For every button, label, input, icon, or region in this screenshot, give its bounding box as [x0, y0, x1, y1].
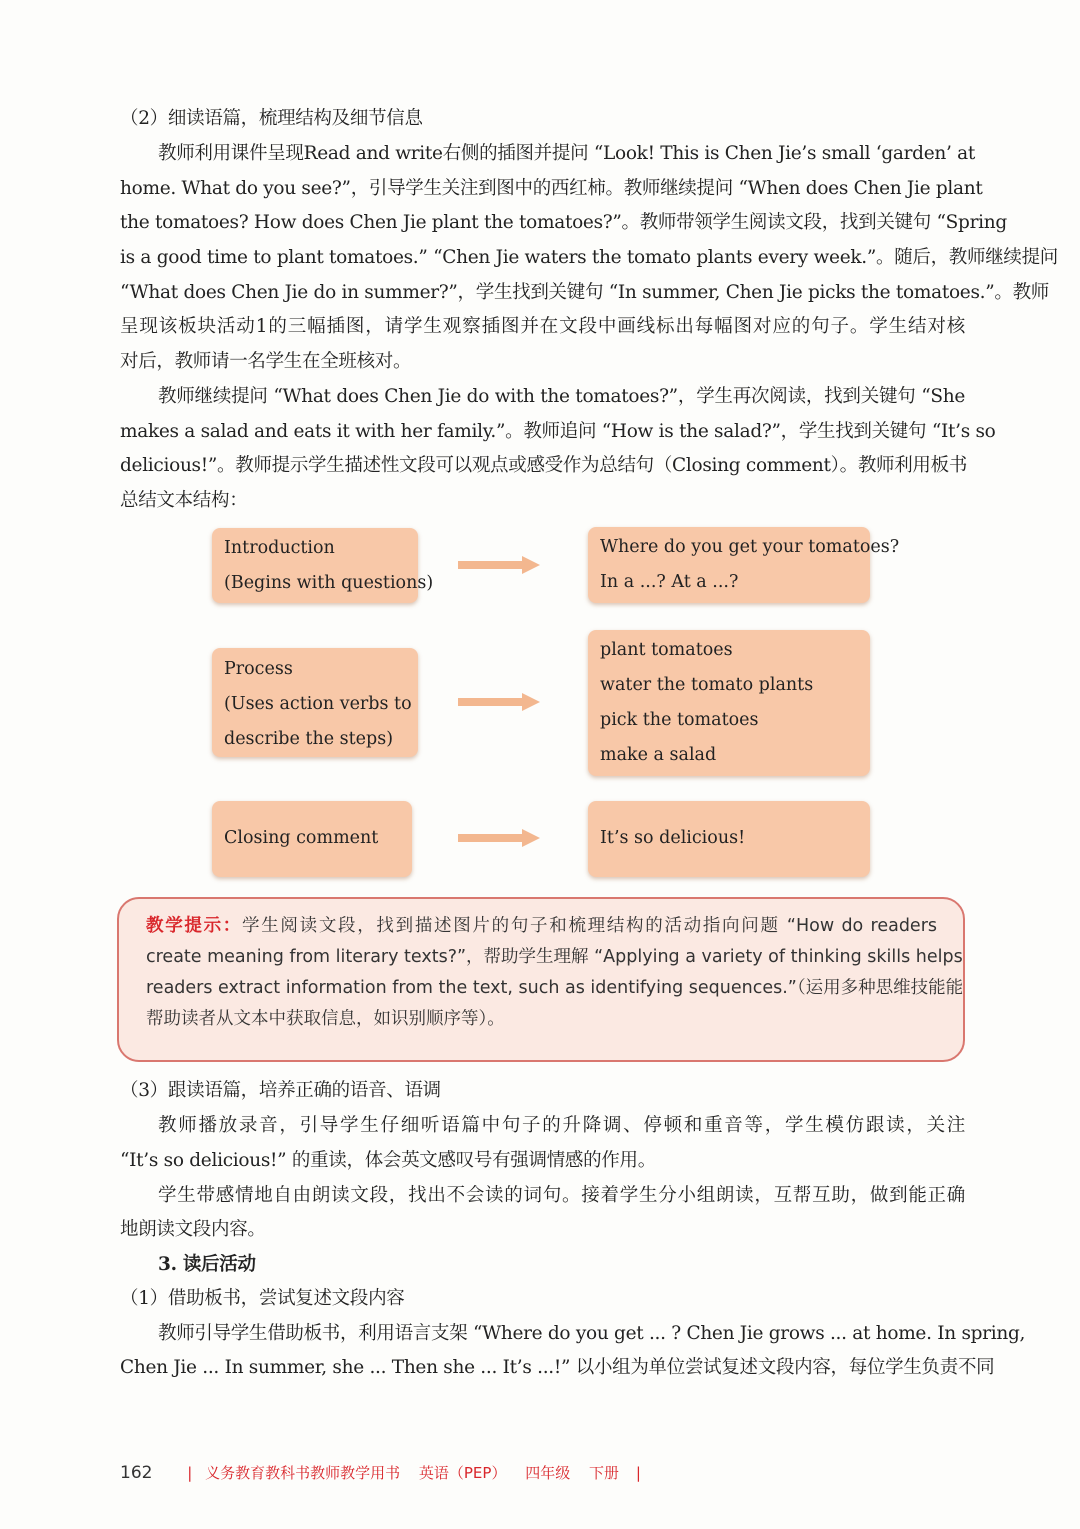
paragraph-line: 呈现该板块活动1的三幅插图，请学生观察插图并在文段中画线标出每幅图对应的句子。学生结对核: [120, 316, 965, 337]
box-text: water the tomato plants: [600, 675, 814, 695]
box-text: (Uses action verbs to: [224, 694, 412, 714]
arrow-right-icon: [458, 693, 540, 711]
teaching-tip-line: create meaning from literary texts?”，帮助学生理解 “Applying a variety of thinking skills helps: [146, 947, 963, 967]
box-text: plant tomatoes: [600, 640, 733, 660]
footer-separator: |: [187, 1464, 193, 1482]
closing-example-box: [588, 801, 870, 877]
paragraph-line: 对后，教师请一名学生在全班核对。: [120, 351, 412, 372]
paragraph-line: “It’s so delicious!” 的重读，体会英文感叹号有强调情感的作用。: [120, 1150, 656, 1171]
introduction-box: [212, 528, 434, 603]
paragraph-line: home. What do you see?”，引导学生关注到图中的西红柿。教师继续提问 “When does Chen Jie plant: [120, 178, 983, 199]
teaching-tip-line: 帮助读者从文本中获取信息，如识别顺序等）。: [146, 1009, 505, 1029]
paragraph-line: makes a salad and eats it with her family.”。教师追问 “How is the salad?”，学生找到关键句 “It’s so: [120, 421, 996, 442]
paragraph-line: the tomatoes? How does Chen Jie plant the tomatoes?”。教师带领学生阅读文段，找到关键句 “Spring: [120, 212, 1007, 233]
process-box: [212, 648, 418, 757]
box-text: make a salad: [600, 745, 717, 765]
teaching-tip-line: readers extract information from the text, such as identifying sequences.”（运用多种思维技能能: [146, 978, 964, 998]
box-text: In a ...? At a ...?: [600, 572, 739, 592]
box-text: Where do you get your tomatoes?: [600, 537, 900, 557]
post-reading-heading: 3. 读后活动: [158, 1254, 256, 1275]
arrow-right-icon: [458, 556, 540, 574]
footer-subject: 英语（PEP）: [418, 1464, 507, 1482]
footer-grade: 四年级: [525, 1464, 571, 1482]
box-text: (Begins with questions): [224, 573, 434, 593]
paragraph-line: 教师利用课件呈现Read and write右侧的插图并提问 “Look! This is Chen Jie’s small ‘garden’ at: [158, 143, 975, 164]
footer-volume: 下册: [589, 1464, 620, 1482]
footer-series: 义务教育教科书教师教学用书: [205, 1464, 401, 1482]
teaching-tip-box: [117, 897, 965, 1062]
closing-comment-box: [212, 801, 412, 877]
box-text: Process: [224, 659, 293, 679]
section-2-heading: （2）细读语篇，梳理结构及细节信息: [120, 108, 423, 129]
paragraph-line: delicious!”。教师提示学生描述性文段可以观点或感受作为总结句（Closing comment）。教师利用板书: [120, 455, 968, 476]
box-text: Closing comment: [224, 828, 379, 848]
box-text: Introduction: [224, 538, 335, 558]
teaching-tip-line: 学生阅读文段，找到描述图片的句子和梳理结构的活动指向问题 “How do readers: [242, 916, 938, 936]
paragraph-line: is a good time to plant tomatoes.” “Chen Jie waters the tomato plants every week.”。随后，教师继续提问: [120, 247, 1059, 268]
paragraph-line: 总结文本结构：: [120, 490, 248, 511]
paragraph-line: 教师引导学生借助板书，利用语言支架 “Where do you get ... ? Chen Jie grows ... at home. In spring,: [158, 1323, 1026, 1344]
box-text: describe the steps): [224, 729, 394, 749]
paragraph-line: “What does Chen Jie do in summer?”，学生找到关键句 “In summer, Chen Jie picks the tomatoes.”。教师: [120, 282, 1049, 303]
introduction-example-box: [588, 527, 900, 603]
page-number: 162: [120, 1463, 153, 1483]
post-reading-subheading: （1）借助板书，尝试复述文段内容: [120, 1288, 405, 1309]
paragraph-line: 教师播放录音，引导学生仔细听语篇中句子的升降调、停顿和重音等，学生模仿跟读，关注: [158, 1115, 965, 1136]
arrow-right-icon: [458, 829, 540, 847]
paragraph-line: 学生带感情地自由朗读文段，找出不会读的词句。接着学生分小组朗读，互帮互助，做到能正确: [158, 1185, 965, 1206]
page-footer: [120, 1462, 649, 1488]
box-text: pick the tomatoes: [600, 710, 759, 730]
paragraph-line: 地朗读文段内容。: [120, 1219, 266, 1240]
process-steps-box: [588, 630, 870, 776]
paragraph-line: 教师继续提问 “What does Chen Jie do with the tomatoes?”，学生再次阅读，找到关键句 “She: [158, 386, 965, 407]
box-text: It’s so delicious!: [600, 828, 746, 848]
section-3-heading: （3）跟读语篇，培养正确的语音、语调: [120, 1080, 441, 1101]
teaching-tip-label: 教学提示：: [146, 916, 243, 936]
paragraph-line: Chen Jie ... In summer, she ... Then she ... It’s ...!” 以小组为单位尝试复述文段内容，每位学生负责不同: [120, 1357, 995, 1378]
footer-separator: |: [635, 1464, 641, 1482]
